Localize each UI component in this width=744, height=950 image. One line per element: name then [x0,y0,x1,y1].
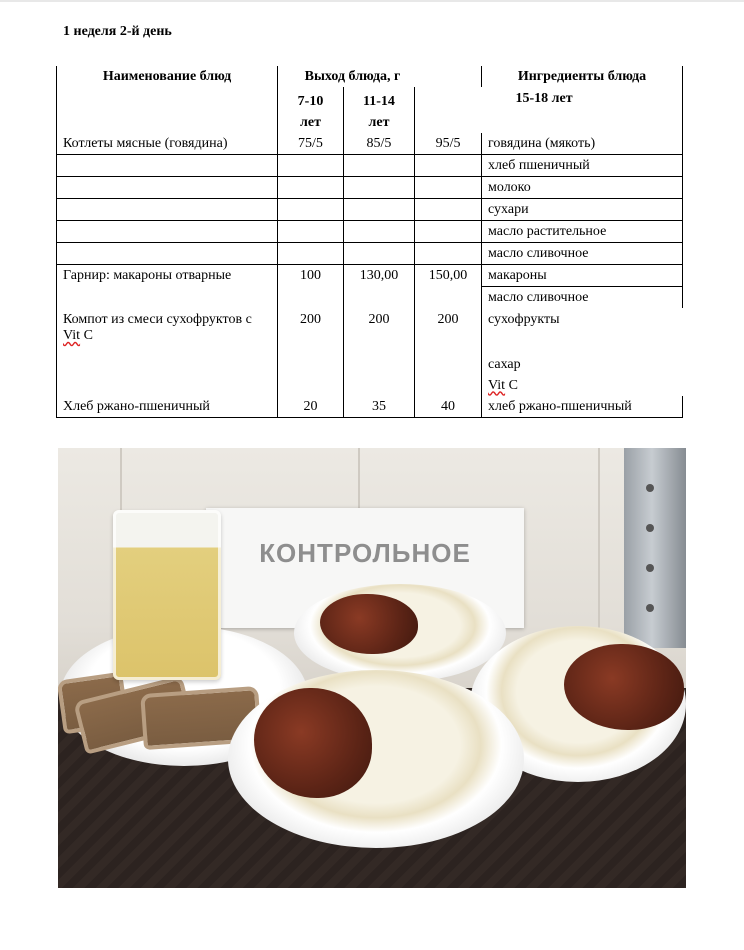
page-title: 1 неделя 2-й день [63,24,172,39]
compote-glass [113,510,221,680]
table-row: Котлеты мясные (говядина) 75/5 85/5 95/5 говядина (мякоть) [57,133,683,155]
compote-name: Компот из смеси сухофруктов с Vit C [57,308,278,354]
table-row: Хлеб ржано-пшеничный 20 35 40 хлеб ржано-пшеничный [57,396,683,418]
top-border [0,0,744,2]
table-row: сахар [57,354,683,375]
header-yield: Выход блюда, г [278,66,482,87]
header-age-15-18: 15-18 лет [482,87,683,133]
table-row: хлеб пшеничный [57,155,683,177]
table-row: Компот из смеси сухофруктов с Vit C 200 200 200 сухофрукты [57,308,683,354]
control-sample-sign: КОНТРОЛЬНОЕ [206,508,524,628]
table-row [57,375,683,396]
header-age-7-10: 7-10 лет [278,87,344,133]
table-row: масло растительное [57,221,683,243]
table-age-row [57,87,683,133]
table-row: Гарнир: макароны отварные 100 130,00 150,00 макароны [57,265,683,287]
meal-photo [58,448,686,888]
table-header-row [57,66,683,87]
menu-table [56,66,683,418]
header-age-11-14: 11-14 лет [344,87,415,133]
vit-c-ingredient: Vit C [482,375,683,396]
table-row: молоко [57,177,683,199]
table-row: масло сливочное [57,287,683,309]
header-dish-name: Наименование блюд [57,66,278,87]
metal-rack [624,448,686,648]
header-ingredients: Ингредиенты блюда [482,66,683,87]
table-row: сухари [57,199,683,221]
table-row: масло сливочное [57,243,683,265]
